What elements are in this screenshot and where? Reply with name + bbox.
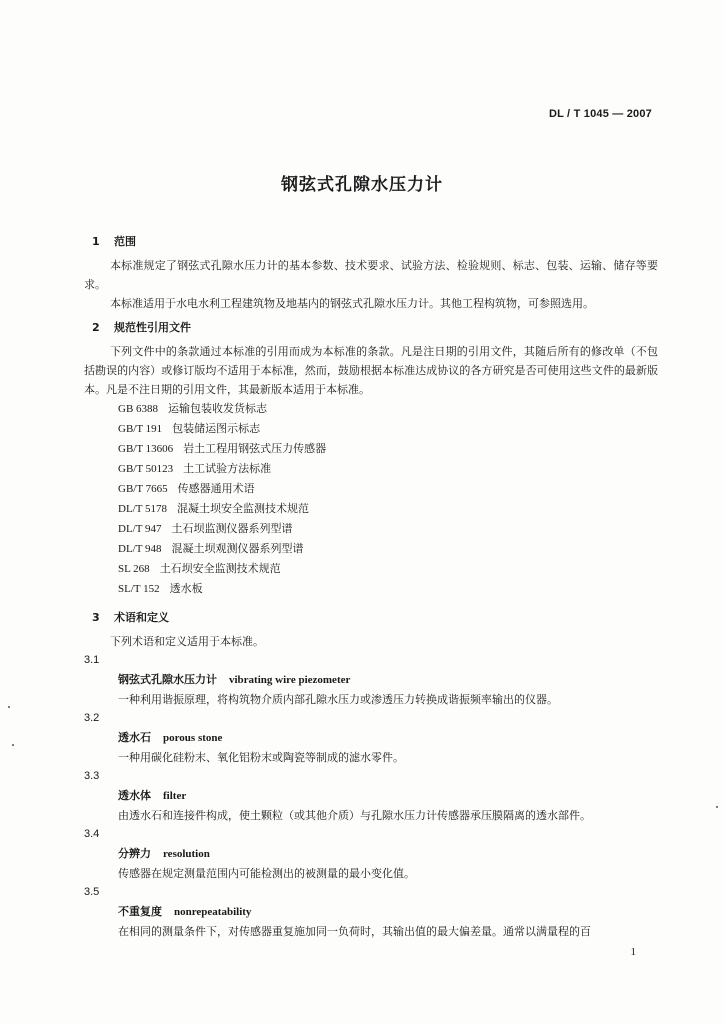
term-number: 3.4 — [84, 828, 100, 840]
term-chinese: 透水石 — [118, 731, 151, 744]
reference-code: GB/T 13606 — [118, 443, 174, 455]
term-definition: 一种利用谐振原理，将构筑物介质内部孔隙水压力或渗透压力转换成谐振频率输出的仪器。 — [118, 693, 558, 706]
term-definition: 一种用碳化硅粉末、氧化铝粉末或陶瓷等制成的滤水零件。 — [118, 751, 404, 764]
reference-code: DL/T 5178 — [118, 503, 167, 515]
term-chinese: 透水体 — [118, 789, 151, 802]
reference-code: DL/T 947 — [118, 523, 162, 535]
reference-item — [118, 459, 658, 479]
term-chinese: 分辨力 — [118, 847, 151, 860]
reference-item — [118, 439, 658, 459]
term-heading — [118, 670, 658, 690]
section-1-heading — [92, 232, 658, 251]
reference-item — [118, 579, 658, 599]
standard-code: DL / T 1045 — 2007 — [548, 108, 652, 120]
term-heading — [118, 728, 658, 748]
reference-item — [118, 519, 658, 539]
reference-code: SL/T 152 — [118, 583, 160, 595]
reference-code: GB/T 7665 — [118, 483, 168, 495]
term-heading — [118, 844, 658, 864]
term-number: 3.3 — [84, 770, 100, 782]
reference-title: 土工试验方法标准 — [183, 462, 272, 475]
scan-speck — [12, 744, 14, 746]
section-2-heading — [92, 318, 658, 337]
reference-title: 包装储运图示标志 — [172, 422, 261, 435]
reference-title: 土石坝监测仪器系列型谱 — [171, 522, 293, 535]
section-3-intro: 下列术语和定义适用于本标准。 — [110, 635, 264, 648]
reference-code: GB/T 50123 — [118, 463, 174, 475]
document-body — [84, 232, 658, 941]
scan-speck — [716, 806, 718, 808]
reference-item — [118, 419, 658, 439]
reference-title: 透水板 — [169, 582, 203, 595]
term-heading — [118, 902, 658, 922]
term-number: 3.5 — [84, 886, 100, 898]
term-chinese: 不重复度 — [118, 905, 162, 918]
section-3-heading — [92, 608, 658, 627]
term-english: filter — [163, 790, 187, 802]
term-number: 3.2 — [84, 712, 100, 724]
term-number: 3.1 — [84, 654, 100, 666]
page-number: 1 — [630, 946, 636, 958]
reference-item — [118, 479, 658, 499]
term-english: resolution — [163, 848, 210, 860]
term-english: porous stone — [163, 732, 223, 744]
reference-item — [118, 539, 658, 559]
section-1-paragraph: 本标准规定了钢弦式孔隙水压力计的基本参数、技术要求、试验方法、检验规则、标志、包装、运输、储存等要求。 — [84, 259, 658, 291]
reference-title: 混凝土坝安全监测技术规范 — [177, 502, 309, 515]
reference-title: 运输包装收发货标志 — [168, 402, 268, 415]
term-definition: 传感器在规定测量范围内可能检测出的被测量的最小变化值。 — [118, 867, 415, 880]
reference-item — [118, 499, 658, 519]
reference-code: DL/T 948 — [118, 543, 162, 555]
section-title: 规范性引用文件 — [114, 321, 191, 334]
term-chinese: 钢弦式孔隙水压力计 — [118, 673, 217, 686]
scan-speck — [8, 706, 10, 708]
reference-title: 岩土工程用钢弦式压力传感器 — [183, 442, 327, 455]
section-2-paragraph: 下列文件中的条款通过本标准的引用而成为本标准的条款。凡是注日期的引用文件，其随后所有的修改单（不包括勘误的内容）或修订版均不适用于本标准，然而，鼓励根据本标准达成协议的各方研究是否可使用这些文件的最新版本。凡是不注日期的引用文件，其最新版本适用于本标准。 — [84, 345, 658, 396]
reference-code: GB/T 191 — [118, 423, 163, 435]
section-number: 1 — [92, 235, 100, 248]
reference-item — [118, 399, 658, 419]
section-1-paragraph: 本标准适用于水电水利工程建筑物及地基内的钢弦式孔隙水压力计。其他工程构筑物，可参照选用。 — [110, 297, 594, 310]
section-title: 术语和定义 — [114, 611, 169, 624]
reference-item — [118, 559, 658, 579]
section-title: 范围 — [114, 235, 136, 248]
document-title: 钢弦式孔隙水压力计 — [281, 175, 443, 195]
term-english: nonrepeatability — [174, 906, 252, 918]
term-english: vibrating wire piezometer — [229, 674, 351, 686]
section-number: 3 — [92, 611, 100, 624]
reference-title: 混凝土坝观测仪器系列型谱 — [171, 542, 304, 555]
reference-code: SL 268 — [118, 563, 150, 575]
reference-code: GB 6388 — [118, 403, 159, 415]
section-number: 2 — [92, 321, 100, 334]
reference-title: 土石坝安全监测技术规范 — [159, 562, 281, 575]
reference-title: 传感器通用术语 — [177, 482, 255, 495]
term-heading — [118, 786, 658, 806]
term-definition: 由透水石和连接件构成，使土颗粒（或其他介质）与孔隙水压力计传感器承压膜隔离的透水部件。 — [118, 809, 591, 822]
term-definition: 在相同的测量条件下，对传感器重复施加同一负荷时，其输出值的最大偏差量。通常以满量程的百 — [118, 925, 591, 938]
